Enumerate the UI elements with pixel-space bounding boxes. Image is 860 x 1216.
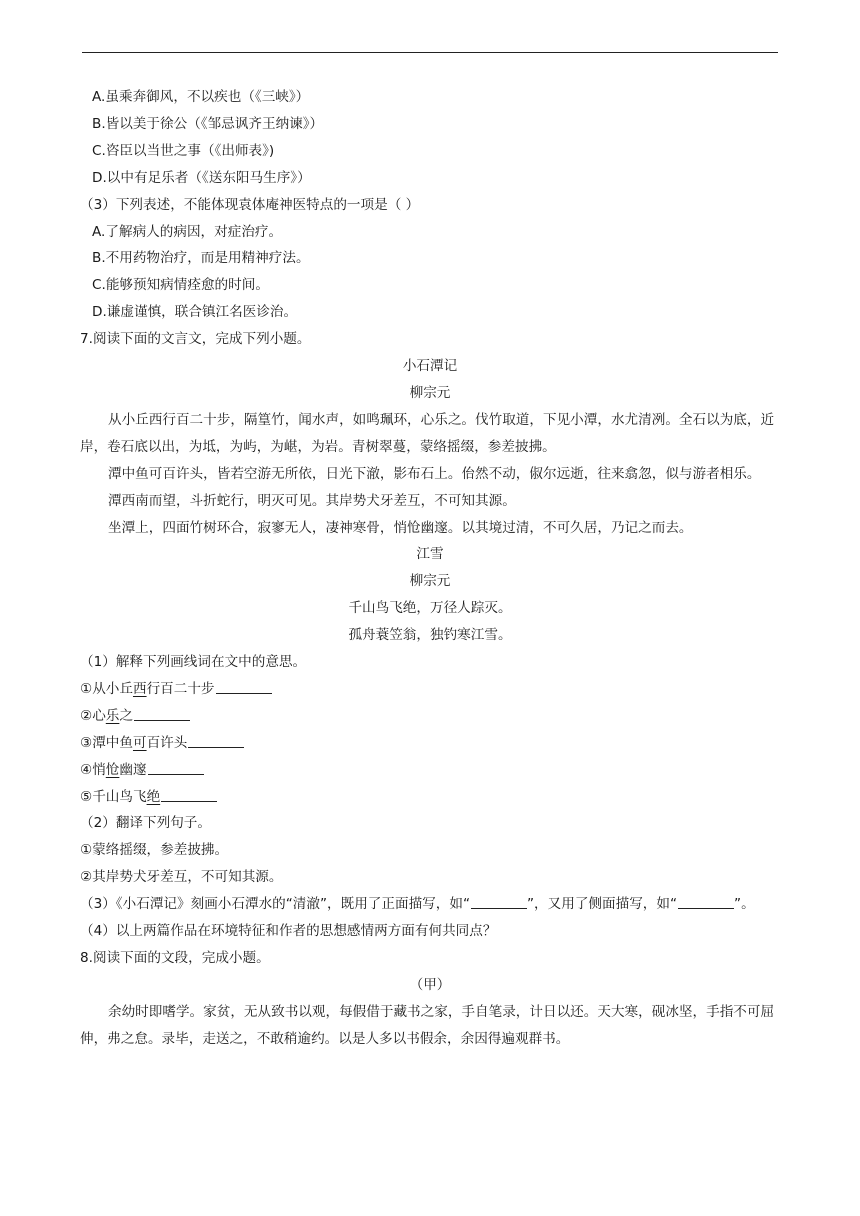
q6-sub3-stem: （3）下列表述，不能体现袁体庵神医特点的一项是（ ） xyxy=(80,196,420,213)
word-item: ①从小丘西行百二十步 xyxy=(80,676,780,703)
translate-item: ①蒙络摇缀，参差披拂。 xyxy=(80,842,229,859)
q7-sub3: （3）《小石潭记》刻画小石潭水的“清澈”，既用了正面描写，如“ ”，又用了侧面描写，如“ ”。 xyxy=(80,896,755,913)
underlined-word: 可 xyxy=(132,734,147,751)
exam-content xyxy=(80,84,780,1053)
q7-sub1-stem: （1）解释下列画线词在文中的意思。 xyxy=(80,654,307,671)
text1-paragraph: 从小丘西行百二十步，隔篁竹，闻水声，如鸣珮环，心乐之。伐竹取道，下见小潭，水尤清冽。全石以为底，近岸，卷石底以出，为坻，为屿，为嵁，为岩。青树翠蔓，蒙络摇缀，参差披拂。 xyxy=(80,411,775,455)
word-item: ④悄怆幽邃 xyxy=(80,757,780,784)
word-item: ③潭中鱼可百许头 xyxy=(80,730,780,757)
text1-author: 柳宗元 xyxy=(409,384,451,401)
option-c: C.咨臣以当世之事（《出师表》) xyxy=(92,142,275,159)
q7-stem: 7.阅读下面的文言文，完成下列小题。 xyxy=(80,331,311,348)
option-a: A.虽乘奔御风，不以疾也（《三峡》） xyxy=(92,89,310,105)
option-d: D.谦虚谨慎，联合镇江名医诊治。 xyxy=(92,304,298,321)
answer-blank[interactable] xyxy=(188,733,244,748)
q8-stem: 8.阅读下面的文段，完成小题。 xyxy=(80,950,270,966)
text1-title: 小石潭记 xyxy=(402,358,458,375)
answer-blank[interactable] xyxy=(148,760,204,775)
option-a: A.了解病人的病因，对症治疗。 xyxy=(92,223,283,240)
underlined-word: 怆 xyxy=(105,761,120,778)
option-d: D.以中有足乐者（《送东阳马生序》） xyxy=(92,169,311,186)
word-item: ⑤千山鸟飞绝 xyxy=(80,784,780,811)
text1-paragraph: 坐潭上，四面竹树环合，寂寥无人，凄神寒骨，悄怆幽邃。以其境过清，不可久居，乃记之而去。 xyxy=(108,519,693,536)
option-b: B.不用药物治疗，而是用精神疗法。 xyxy=(92,250,310,267)
underlined-word: 西 xyxy=(132,680,147,697)
answer-blank[interactable] xyxy=(161,787,217,802)
option-c: C.能够预知病情痊愈的时间。 xyxy=(92,277,269,294)
translate-item: ②其岸势犬牙差互，不可知其源。 xyxy=(80,869,283,886)
q8-paragraph: 余幼时即嗜学。家贫，无从致书以观，每假借于藏书之家，手自笔录，计日以还。天大寒，砚冰坚，手指不可屈伸，弗之怠。录毕，走送之，不敢稍逾约。以是人多以书假余，余因得遍观群书。 xyxy=(80,1003,775,1047)
answer-blank[interactable] xyxy=(216,679,272,694)
word-item: ②心乐之 xyxy=(80,703,780,730)
q8-jia-label: （甲） xyxy=(409,976,451,993)
header-rule xyxy=(82,52,778,53)
answer-blank[interactable] xyxy=(678,894,734,909)
answer-blank[interactable] xyxy=(134,706,190,721)
underlined-word: 乐 xyxy=(105,707,120,724)
text2-title: 江雪 xyxy=(416,546,444,563)
poem-line: 千山鸟飞绝，万径人踪灭。 xyxy=(348,600,512,617)
text1-paragraph: 潭中鱼可百许头，皆若空游无所依，日光下澈，影布石上。佁然不动，俶尔远逝，往来翕忽，似与游者相乐。 xyxy=(108,465,761,482)
underlined-word: 绝 xyxy=(146,788,161,805)
answer-blank[interactable] xyxy=(471,894,527,909)
q7-sub2-stem: （2）翻译下列句子。 xyxy=(80,815,211,832)
q7-sub4: （4）以上两篇作品在环境特征和作者的思想感情两方面有何共同点？ xyxy=(80,923,497,940)
option-b: B.皆以美于徐公（《邹忌讽齐王纳谏》） xyxy=(92,115,324,132)
poem-line: 孤舟蓑笠翁，独钓寒江雪。 xyxy=(348,627,512,644)
text2-author: 柳宗元 xyxy=(409,573,451,590)
text1-paragraph: 潭西南而望，斗折蛇行，明灭可见。其岸势犬牙差互，不可知其源。 xyxy=(108,492,516,509)
